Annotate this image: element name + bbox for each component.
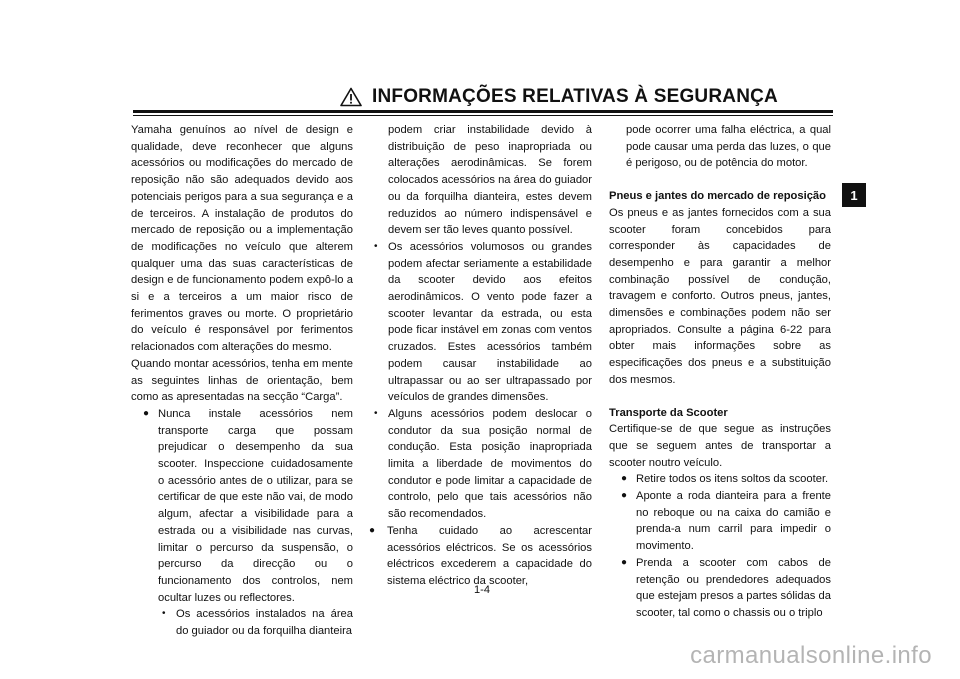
header-rule-thin bbox=[133, 115, 833, 116]
bullet-text: Nunca instale acessórios nem transporte carga que possam prejudicar o desempenho da sua scooter. Inspeccione cuidadosamente o acessório antes de o utilizar, para se certificar de que este não vai, de modo algum, afectar a visibilidade para a estrada ou a visibilidade nas curvas, limitar o percurso da suspensão, o percurso da direcção ou o funcionamento dos controlos, nem ocultar luzes ou reflectores. bbox=[158, 407, 353, 604]
sub-bullet-item bbox=[158, 606, 353, 639]
sub-bullet-text: Os acessórios volumosos ou grandes podem afectar seriamente a estabilidade da scooter devido aos efeitos aerodinâmicos. O vento pode fazer a scooter levantar da estrada, ou esta pode ficar instável em zonas com ventos cruzados. Estes acessórios também podem causar instabilidade ao ultrapassar ou ao ser ultrapassado por veículos de grandes dimensões. bbox=[388, 240, 592, 404]
chapter-tab bbox=[842, 183, 866, 207]
text-column-2 bbox=[370, 122, 592, 590]
section-heading: Pneus e jantes do mercado de reposição bbox=[609, 190, 826, 203]
text-column-3 bbox=[609, 122, 831, 622]
bullet-dot-icon: ● bbox=[369, 524, 376, 536]
bullet-text: Prenda a scooter com cabos de retenção ou prendedores adequados que estejam presos a partes sólidas da scooter, tal como o chassis ou o triplo bbox=[636, 556, 831, 619]
sub-bullet-icon: • bbox=[374, 240, 378, 252]
sub-bullet-text: Os acessórios instalados na área do guiador ou da forquilha dianteira bbox=[176, 608, 353, 638]
bullet-item bbox=[619, 555, 831, 622]
bullet-item bbox=[141, 406, 353, 606]
bullet-item bbox=[370, 523, 592, 590]
bullet-item bbox=[619, 488, 831, 555]
bullet-dot-icon: ● bbox=[621, 556, 628, 568]
warning-triangle-icon bbox=[340, 87, 362, 107]
page-title: INFORMAÇÕES RELATIVAS À SEGURANÇA bbox=[372, 86, 778, 107]
bullet-continued: pode ocorrer uma falha eléctrica, a qual pode causar uma perda das luzes, o que é perigoso, ou de potência do motor. bbox=[626, 124, 831, 170]
sub-bullet-icon: • bbox=[374, 407, 378, 419]
page-header bbox=[340, 84, 830, 110]
bullet-text: Tenha cuidado ao acrescentar acessórios eléctricos. Se os acessórios eléctricos excederem a capacidade do sistema eléctrico da scooter, bbox=[387, 524, 592, 587]
sub-bullet-continued: podem criar instabilidade devido à distribuição de peso inapropriada ou alterações aerodinâmicas. Se forem colocados acessórios na área do guiador ou da forquilha dianteira, estes devem reduzidos ao número indispensável e devem ser tão leves quanto possível. bbox=[388, 124, 592, 237]
text-column-1 bbox=[131, 122, 353, 640]
sub-bullet-icon: • bbox=[162, 608, 166, 620]
bullet-item bbox=[619, 471, 831, 488]
bullet-dot-icon: ● bbox=[143, 407, 150, 419]
section-heading: Transporte da Scooter bbox=[609, 406, 728, 419]
paragraph: Quando montar acessórios, tenha em mente as seguintes linhas de orientação, bem como as apresentadas na secção “Carga”. bbox=[131, 357, 353, 404]
paragraph: Certifique-se de que segue as instruções que se seguem antes de transportar a scooter noutro veículo. bbox=[609, 423, 831, 469]
sub-bullet-item bbox=[370, 239, 592, 406]
bullet-dot-icon: ● bbox=[621, 473, 628, 485]
bullet-text: Aponte a roda dianteira para a frente no reboque ou na caixa do camião e prenda-a num carril para impedir o movimento. bbox=[636, 490, 831, 553]
sub-bullet-text: Alguns acessórios podem deslocar o condutor da sua posição normal de condução. Esta posição inapropriada limita a liberdade de movimentos do condutor e pode limitar a capacidade de controlo, pelo que tais acessórios não são recomendados. bbox=[388, 407, 592, 521]
sub-bullet-item bbox=[370, 406, 592, 523]
bullet-text: Retire todos os itens soltos da scooter. bbox=[636, 473, 829, 486]
watermark: carmanualsonline.info bbox=[690, 642, 932, 669]
page-number: 1-4 bbox=[474, 584, 490, 596]
header-rule-thick bbox=[133, 110, 833, 113]
paragraph: Yamaha genuínos ao nível de design e qualidade, deve reconhecer que alguns acessórios ou modificações do mercado de reposição não são adequados devido aos potenciais perigos para a sua segurança e a de terceiros. A instalação de produtos do mercado de reposição ou a implementação de modificações no veículo que alterem qualquer uma das suas características de design e de funcionamento podem expô-lo a si e a terceiros a um maior risco de ferimentos graves ou morte. O proprietário do veículo é responsável por ferimentos relacionados com alterações do mesmo. bbox=[131, 124, 353, 354]
chapter-tab-label: 1 bbox=[850, 187, 858, 203]
bullet-dot-icon: ● bbox=[621, 490, 628, 502]
paragraph: Os pneus e as jantes fornecidos com a sua scooter foram concebidos para corresponder às capacidades de desempenho e para garantir a melhor combinação possível de condução, travagem e conforto. Outros pneus, jantes, dimensões e combinações podem não ser apropriados. Consulte a página 6-22 para obter mais informações sobre as especificações dos pneus e a substituição dos mesmos. bbox=[609, 206, 831, 386]
